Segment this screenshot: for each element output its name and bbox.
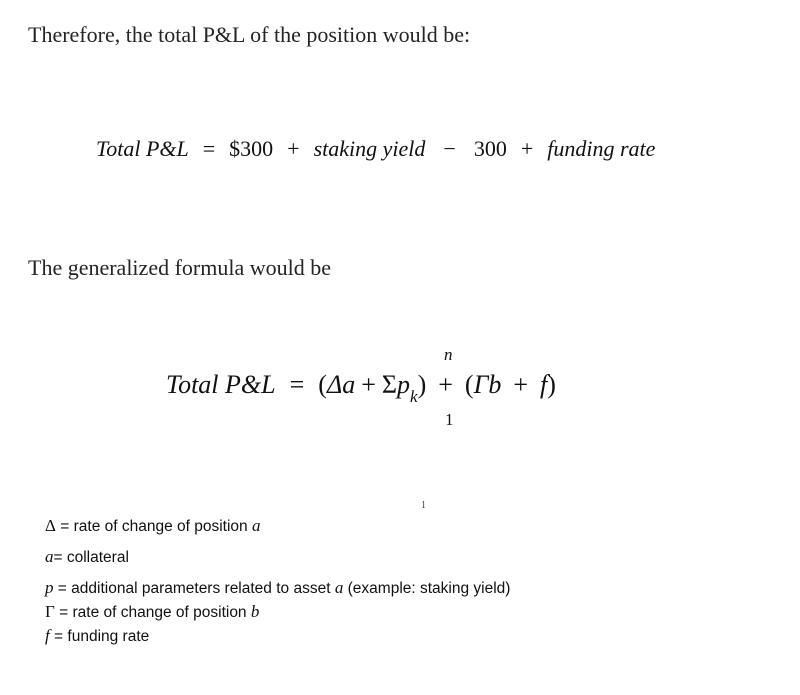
legend-item-gamma: [45, 602, 259, 622]
eq2-plus-1: +: [361, 370, 376, 399]
generalized-intro: The generalized formula would be: [28, 255, 331, 280]
eq2-plus-2: +: [438, 370, 453, 399]
legend-symbol: Δ: [45, 516, 56, 535]
eq2-equals: =: [289, 370, 305, 399]
eq2-close-paren-2: ): [547, 370, 556, 399]
eq2-plus-3: +: [513, 370, 529, 399]
equation-simple: [96, 136, 655, 162]
eq2-subscript-k: k: [410, 387, 418, 406]
legend-text: = collateral: [53, 549, 129, 566]
legend-var: a: [251, 516, 261, 535]
legend-suffix: (example: staking yield): [343, 580, 511, 597]
eq1-term-dollar: $300: [229, 136, 274, 161]
eq1-equals: =: [202, 136, 216, 161]
eq1-plus-2: +: [520, 136, 534, 161]
legend-symbol: a: [45, 547, 54, 566]
legend-item-p: [45, 578, 510, 598]
eq2-close-paren-1: ): [417, 370, 427, 399]
legend-item-f: [45, 626, 149, 646]
sum-upper-limit: n: [444, 345, 453, 364]
stray-mark: 1: [421, 500, 426, 511]
eq1-term-300: 300: [473, 136, 507, 161]
equation-generalized: [166, 370, 556, 406]
legend-item-delta: [45, 516, 260, 536]
eq2-gamma-b: Γb: [473, 370, 502, 399]
legend-text: = rate of change of position: [54, 604, 251, 621]
legend-var: a: [334, 578, 344, 597]
eq1-plus-1: +: [287, 136, 300, 161]
eq1-staking-yield: staking yield: [313, 136, 426, 161]
legend-symbol: Γ: [45, 602, 55, 621]
eq2-delta-a: Δa: [326, 370, 356, 399]
sum-lower-limit: 1: [445, 410, 454, 429]
legend-var: b: [250, 602, 260, 621]
legend-item-a: [45, 547, 129, 567]
eq2-open-paren-2: (: [464, 370, 474, 399]
legend-text: = additional parameters related to asset: [53, 580, 335, 597]
sigma-symbol: Σ: [381, 370, 398, 399]
legend-symbol: p: [45, 578, 54, 597]
eq2-lhs: Total P&L: [166, 370, 276, 399]
eq1-funding-rate: funding rate: [547, 136, 656, 161]
eq2-open-paren-1: (: [318, 370, 327, 399]
intro-paragraph: Therefore, the total P&L of the position would be:: [28, 22, 471, 47]
legend-text: = rate of change of position: [55, 518, 252, 535]
eq1-minus: −: [443, 136, 456, 161]
eq1-lhs: Total P&L: [96, 136, 189, 161]
legend-symbol: f: [45, 626, 50, 645]
eq2-f: f: [540, 370, 548, 399]
legend-text: = funding rate: [49, 628, 150, 645]
eq2-p: p: [397, 370, 411, 399]
